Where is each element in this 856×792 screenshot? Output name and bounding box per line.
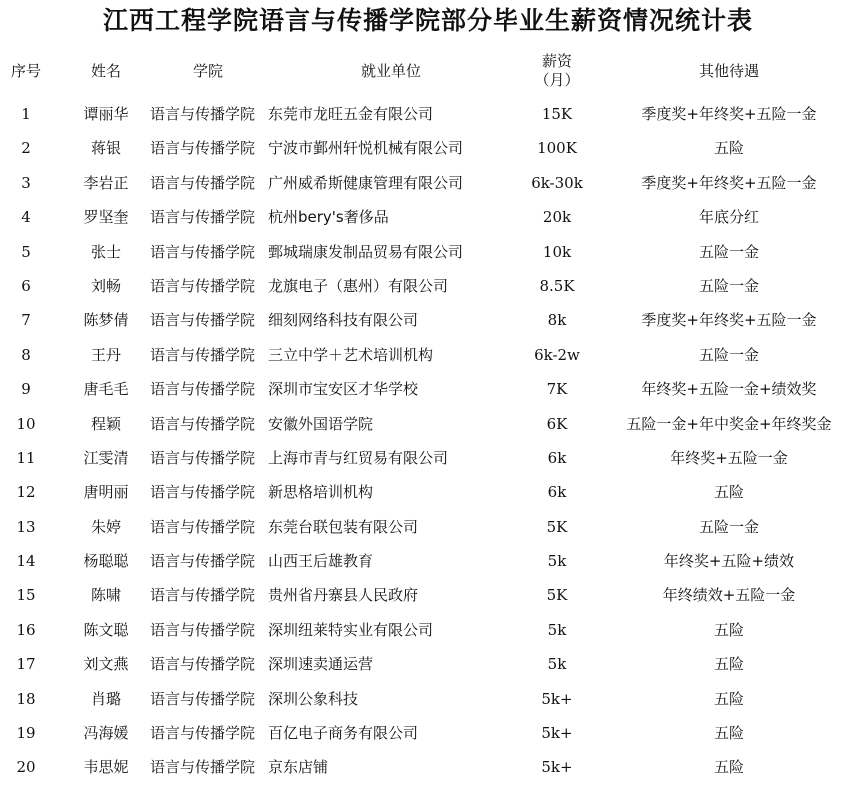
table-row <box>0 303 856 337</box>
table-header <box>0 46 856 96</box>
employer-name: 山西王后雄教育 <box>268 552 374 571</box>
salary-value: 5k+ <box>541 689 573 708</box>
student-name: 肖璐 <box>90 689 121 708</box>
college-name: 语言与传播学院 <box>150 620 256 639</box>
college-name: 语言与传播学院 <box>150 552 256 571</box>
benefits-text: 年终奖+五险一金+绩效奖 <box>641 380 817 399</box>
row-number: 16 <box>16 620 36 639</box>
salary-value: 5k <box>547 620 567 639</box>
student-name: 冯海媛 <box>83 724 129 743</box>
employer-name: 安徽外国语学院 <box>268 414 374 433</box>
college-name: 语言与传播学院 <box>150 414 256 433</box>
salary-value: 15K <box>541 105 573 123</box>
row-number: 9 <box>21 380 31 399</box>
student-name: 刘文燕 <box>83 655 129 674</box>
college-name: 语言与传播学院 <box>150 173 256 192</box>
table-row <box>0 682 856 716</box>
student-name: 刘畅 <box>90 276 121 295</box>
row-number: 20 <box>16 758 36 777</box>
table-row <box>0 97 856 131</box>
benefits-text: 年终奖+五险一金 <box>670 448 788 467</box>
row-number: 11 <box>16 448 36 467</box>
row-number: 8 <box>21 345 31 364</box>
benefits-text: 五险 <box>713 139 744 158</box>
page-title: 江西工程学院语言与传播学院部分毕业生薪资情况统计表 <box>102 6 753 35</box>
student-name: 陈文聪 <box>83 620 129 639</box>
student-name: 谭丽华 <box>83 105 129 123</box>
benefits-text: 季度奖+年终奖+五险一金 <box>641 311 817 330</box>
row-number: 3 <box>21 173 31 192</box>
employer-name: 三立中学＋艺术培训机构 <box>268 345 434 364</box>
student-name: 唐明丽 <box>83 483 129 502</box>
college-name: 语言与传播学院 <box>150 448 256 467</box>
college-name: 语言与传播学院 <box>150 517 256 536</box>
college-name: 语言与传播学院 <box>150 483 256 502</box>
student-name: 程颖 <box>90 414 121 433</box>
benefits-text: 五险一金 <box>698 517 759 536</box>
benefits-text: 五险一金 <box>698 345 759 364</box>
salary-value: 6k-30k <box>531 173 583 192</box>
table-row <box>0 750 856 784</box>
student-name: 蒋银 <box>90 139 121 158</box>
employer-name: 龙旗电子（惠州）有限公司 <box>268 276 449 295</box>
salary-value: 6k <box>547 448 567 467</box>
row-number: 6 <box>21 276 31 295</box>
row-number: 18 <box>16 689 36 708</box>
row-number: 19 <box>16 724 36 743</box>
employer-name: 百亿电子商务有限公司 <box>268 724 419 743</box>
student-name: 王丹 <box>90 345 121 364</box>
benefits-text: 年终绩效+五险一金 <box>662 586 796 605</box>
employer-name: 细刻网络科技有限公司 <box>268 311 419 330</box>
salary-value: 5K <box>546 586 568 605</box>
table-row <box>0 200 856 234</box>
salary-value: 100K <box>537 139 577 158</box>
salary-value: 8.5K <box>539 276 575 295</box>
salary-value: 8k <box>547 311 567 330</box>
student-name: 张士 <box>90 242 121 261</box>
table-row <box>0 235 856 269</box>
salary-value: 5K <box>546 517 568 536</box>
employer-name: 东莞市龙旺五金有限公司 <box>268 105 434 123</box>
row-number: 17 <box>16 655 36 674</box>
college-name: 语言与传播学院 <box>150 689 256 708</box>
salary-value: 5k <box>547 552 567 571</box>
row-number: 1 <box>21 105 31 123</box>
salary-value: 20k <box>542 208 572 227</box>
header-name: 姓名 <box>90 61 121 80</box>
college-name: 语言与传播学院 <box>150 139 256 158</box>
table-row <box>0 613 856 647</box>
student-name: 李岩正 <box>83 173 129 192</box>
table-row <box>0 647 856 681</box>
header-college: 学院 <box>192 61 223 80</box>
table-row <box>0 475 856 509</box>
benefits-text: 五险 <box>713 758 744 777</box>
college-name: 语言与传播学院 <box>150 586 256 605</box>
student-name: 唐毛毛 <box>83 380 129 399</box>
college-name: 语言与传播学院 <box>150 242 256 261</box>
table-row <box>0 372 856 406</box>
row-number: 7 <box>21 311 31 330</box>
employer-name: 新思格培训机构 <box>268 483 374 502</box>
benefits-text: 年终奖+五险+绩效 <box>663 552 795 571</box>
row-number: 5 <box>21 242 31 261</box>
salary-value: 6K <box>546 414 568 433</box>
salary-value: 6k <box>547 483 567 502</box>
header-employer: 就业单位 <box>360 61 421 80</box>
benefits-text: 季度奖+年终奖+五险一金 <box>641 173 817 192</box>
row-number: 13 <box>16 517 36 536</box>
college-name: 语言与传播学院 <box>150 105 256 123</box>
table-row <box>0 131 856 165</box>
table-row <box>0 716 856 750</box>
college-name: 语言与传播学院 <box>150 311 256 330</box>
row-number: 14 <box>16 552 36 571</box>
employer-name: 贵州省丹寨县人民政府 <box>268 586 419 605</box>
table-row <box>0 407 856 441</box>
employer-name: 鄄城瑞康发制品贸易有限公司 <box>268 242 464 261</box>
college-name: 语言与传播学院 <box>150 655 256 674</box>
college-name: 语言与传播学院 <box>150 208 256 227</box>
table-row <box>0 338 856 372</box>
employer-name: 京东店铺 <box>268 758 329 777</box>
benefits-text: 五险一金 <box>698 276 759 295</box>
college-name: 语言与传播学院 <box>150 345 256 364</box>
table-row <box>0 166 856 200</box>
salary-value: 5k+ <box>541 758 573 777</box>
table-row <box>0 544 856 578</box>
benefits-text: 五险一金+年中奖金+年终奖金 <box>626 414 832 433</box>
student-name: 江雯清 <box>83 448 129 467</box>
benefits-text: 五险 <box>713 620 744 639</box>
college-name: 语言与传播学院 <box>150 758 256 777</box>
employer-name: 杭州bery's奢侈品 <box>268 208 389 227</box>
table-row <box>0 441 856 475</box>
student-name: 朱婷 <box>90 517 121 536</box>
table-body <box>0 97 856 785</box>
header-benefits: 其他待遇 <box>698 61 759 80</box>
student-name: 陈梦倩 <box>83 311 129 330</box>
benefits-text: 五险 <box>713 724 744 743</box>
employer-name: 宁波市鄞州轩悦机械有限公司 <box>268 139 464 158</box>
row-number: 4 <box>21 208 31 227</box>
table-row <box>0 578 856 612</box>
row-number: 2 <box>21 139 31 158</box>
benefits-text: 季度奖+年终奖+五险一金 <box>641 105 817 123</box>
student-name: 韦思妮 <box>83 758 129 777</box>
salary-value: 10k <box>542 242 572 261</box>
row-number: 15 <box>16 586 36 605</box>
college-name: 语言与传播学院 <box>150 724 256 743</box>
employer-name: 深圳市宝安区才华学校 <box>268 380 419 399</box>
benefits-text: 五险 <box>713 483 744 502</box>
benefits-text: 年底分红 <box>698 208 759 227</box>
benefits-text: 五险 <box>713 655 744 674</box>
row-number: 12 <box>16 483 36 502</box>
header-salary-line1: 薪资 <box>541 52 572 70</box>
employer-name: 东莞台联包装有限公司 <box>268 517 419 536</box>
student-name: 陈啸 <box>90 586 121 605</box>
employer-name: 深圳速卖通运营 <box>268 655 374 674</box>
employer-name: 深圳公象科技 <box>268 689 359 708</box>
benefits-text: 五险一金 <box>698 242 759 261</box>
table-row <box>0 269 856 303</box>
salary-value: 5k+ <box>541 724 573 743</box>
header-no: 序号 <box>10 61 41 80</box>
salary-value: 6k-2w <box>534 345 580 364</box>
college-name: 语言与传播学院 <box>150 380 256 399</box>
row-number: 10 <box>16 414 36 433</box>
employer-name: 广州威希斯健康管理有限公司 <box>268 173 464 192</box>
employer-name: 深圳纽莱特实业有限公司 <box>268 620 434 639</box>
student-name: 杨聪聪 <box>83 552 129 571</box>
benefits-text: 五险 <box>713 689 744 708</box>
employer-name: 上海市青与红贸易有限公司 <box>268 448 449 467</box>
college-name: 语言与传播学院 <box>150 276 256 295</box>
student-name: 罗坚奎 <box>83 208 129 227</box>
salary-value: 5k <box>547 655 567 674</box>
salary-value: 7K <box>546 380 568 399</box>
table-row <box>0 510 856 544</box>
header-salary-line2: （月） <box>534 71 580 89</box>
header-salary <box>512 46 602 96</box>
